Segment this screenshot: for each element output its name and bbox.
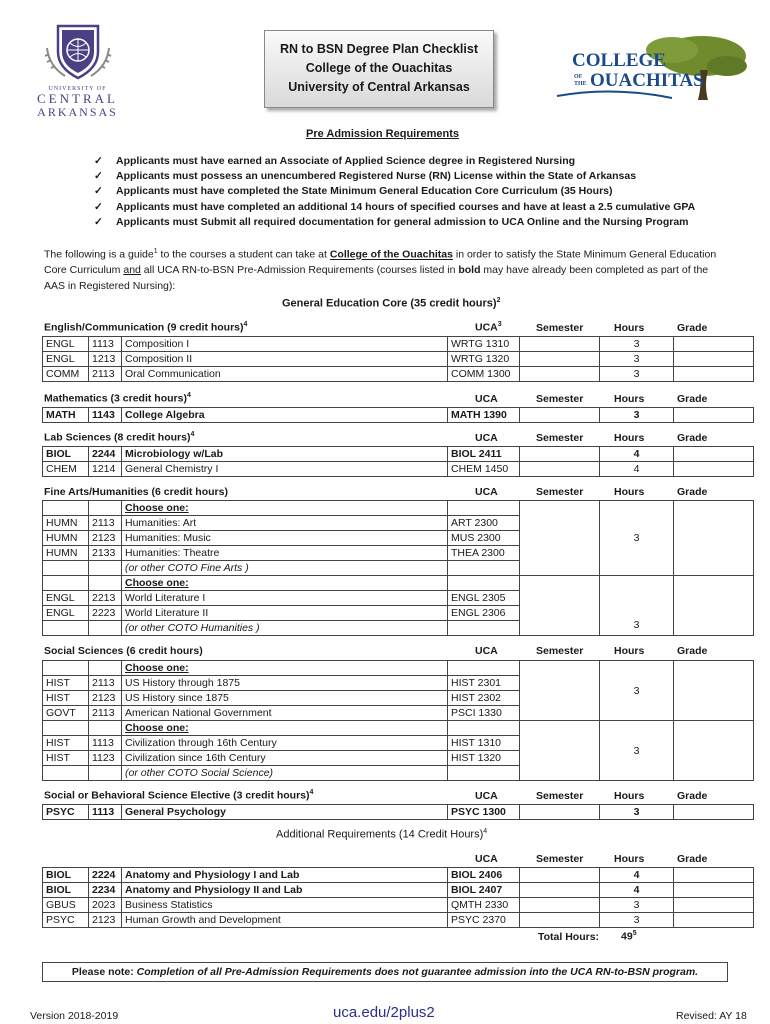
math-table bbox=[42, 407, 754, 423]
coto-the: THE bbox=[574, 81, 587, 87]
english-semester-header: Semester bbox=[536, 322, 584, 334]
grade-cell[interactable] bbox=[674, 898, 754, 913]
semester-cell[interactable] bbox=[520, 462, 600, 477]
semester-cell[interactable] bbox=[520, 661, 600, 721]
coto-of: OF bbox=[574, 74, 583, 80]
math-title: Mathematics (3 credit hours)$^4$ bbox=[44, 392, 191, 405]
pre-admission-heading: Pre Admission Requirements bbox=[306, 128, 460, 140]
gen-ed-heading: General Education Core (35 credit hours)$^2$ bbox=[282, 297, 501, 310]
english-grade-header: Grade bbox=[677, 322, 708, 334]
grade-cell[interactable] bbox=[674, 337, 754, 352]
math-semester-header: Semester bbox=[536, 393, 584, 405]
table-row: BIOL 2234 Anatomy and Physiology II and Lab BIOL 2407 4 bbox=[43, 883, 754, 898]
table-row: (or other COTO Social Science) bbox=[43, 766, 754, 781]
additional-heading: Additional Requirements (14 Credit Hours)$^4$ bbox=[276, 828, 488, 841]
list-item: ✓ Applicants must have completed an additional 14 hours of specified courses and have at least a 2.5 cumulative GPA bbox=[94, 200, 695, 215]
semester-cell[interactable] bbox=[520, 501, 600, 576]
pre-admission-list bbox=[94, 154, 695, 230]
footer-revised: Revised: AY 18 bbox=[676, 1010, 747, 1022]
check-icon: ✓ bbox=[94, 155, 103, 167]
table-row: ENGL 1113 Composition I WRTG 1310 3 bbox=[43, 337, 754, 352]
semester-cell[interactable] bbox=[520, 447, 600, 462]
behavioral-hours-header: Hours bbox=[614, 790, 645, 802]
semester-cell[interactable] bbox=[520, 805, 600, 820]
table-row: COMM 2113 Oral Communication COMM 1300 3 bbox=[43, 367, 754, 382]
lab-title: Lab Sciences (8 credit hours)$^4$ bbox=[44, 431, 195, 444]
list-item: ✓ Applicants must have earned an Associate of Applied Science degree in Registered Nursing bbox=[94, 154, 695, 169]
table-row: GBUS 2023 Business Statistics QMTH 2330 3 bbox=[43, 898, 754, 913]
table-row: (or other COTO Humanities ) bbox=[43, 621, 754, 636]
additional-semester-header: Semester bbox=[536, 853, 584, 865]
behavioral-semester-header: Semester bbox=[536, 790, 584, 802]
additional-uca-header: UCA bbox=[475, 853, 498, 865]
grade-cell[interactable] bbox=[674, 868, 754, 883]
grade-cell[interactable] bbox=[674, 462, 754, 477]
behavioral-grade-header: Grade bbox=[677, 790, 708, 802]
semester-cell[interactable] bbox=[520, 576, 600, 636]
coto-ouachitas: OUACHITAS bbox=[590, 70, 704, 91]
social-table bbox=[42, 660, 754, 781]
table-row: Choose one: 3 bbox=[43, 721, 754, 736]
table-row: HUMN 2113 Humanities: Art ART 2300 bbox=[43, 516, 754, 531]
fine-arts-hours-header: Hours bbox=[614, 486, 645, 498]
additional-grade-header: Grade bbox=[677, 853, 708, 865]
table-row: CHEM 1214 General Chemistry I CHEM 1450 4 bbox=[43, 462, 754, 477]
table-row: HIST 1113 Civilization through 16th Century HIST 1310 bbox=[43, 736, 754, 751]
grade-cell[interactable] bbox=[674, 661, 754, 721]
social-grade-header: Grade bbox=[677, 645, 708, 657]
uca-logo-line2: CENTRAL bbox=[37, 91, 118, 107]
table-row: PSYC 2123 Human Growth and Development PSYC 2370 3 bbox=[43, 913, 754, 928]
english-uca-header: UCA$^3$ bbox=[475, 321, 502, 334]
additional-table bbox=[42, 867, 754, 928]
social-uca-header: UCA bbox=[475, 645, 498, 657]
footer-url-link[interactable]: uca.edu/2plus2 bbox=[333, 1004, 435, 1021]
lab-uca-header: UCA bbox=[475, 432, 498, 444]
table-row: ENGL 2213 World Literature I ENGL 2305 bbox=[43, 591, 754, 606]
fine-arts-table bbox=[42, 500, 754, 636]
grade-cell[interactable] bbox=[674, 352, 754, 367]
table-row: Choose one: 3 bbox=[43, 501, 754, 516]
coto-link-text: College of the Ouachitas bbox=[329, 248, 453, 261]
fine-arts-uca-header: UCA bbox=[475, 486, 498, 498]
table-row: HUMN 2123 Humanities: Music MUS 2300 bbox=[43, 531, 754, 546]
math-hours-header: Hours bbox=[614, 393, 645, 405]
grade-cell[interactable] bbox=[674, 883, 754, 898]
uca-logo-line3: ARKANSAS bbox=[37, 104, 118, 119]
math-grade-header: Grade bbox=[677, 393, 708, 405]
admission-note: Please note: Completion of all Pre-Admission Requirements does not guarantee admission into the UCA RN-to-BSN program. bbox=[42, 962, 728, 982]
english-title: English/Communication (9 credit hours)$^4$ bbox=[44, 321, 248, 334]
fine-arts-semester-header: Semester bbox=[536, 486, 584, 498]
grade-cell[interactable] bbox=[674, 367, 754, 382]
math-uca-header: UCA bbox=[475, 393, 498, 405]
semester-cell[interactable] bbox=[520, 352, 600, 367]
table-row: ENGL 1213 Composition II WRTG 1320 3 bbox=[43, 352, 754, 367]
table-row: HIST 2113 US History through 1875 HIST 2301 bbox=[43, 676, 754, 691]
choose-one-label: Choose one: bbox=[122, 661, 448, 676]
social-title: Social Sciences (6 credit hours) bbox=[44, 645, 203, 657]
table-row: Choose one: 3 bbox=[43, 661, 754, 676]
check-icon: ✓ bbox=[94, 215, 103, 228]
semester-cell[interactable] bbox=[520, 721, 600, 781]
table-row: MATH 1143 College Algebra MATH 1390 3 bbox=[43, 408, 754, 423]
table-row: GOVT 2113 American National Government PSCI 1330 bbox=[43, 706, 754, 721]
grade-cell[interactable] bbox=[674, 913, 754, 928]
english-table bbox=[42, 336, 754, 382]
fine-arts-title: Fine Arts/Humanities (6 credit hours) bbox=[44, 486, 228, 498]
lab-table bbox=[42, 446, 754, 477]
grade-cell[interactable] bbox=[674, 447, 754, 462]
check-icon: ✓ bbox=[94, 170, 103, 183]
lab-grade-header: Grade bbox=[677, 432, 708, 444]
total-hours-value: $49^5$ bbox=[621, 930, 637, 943]
lab-hours-header: Hours bbox=[614, 432, 645, 444]
choose-one-label: Choose one: bbox=[122, 501, 448, 516]
check-icon: ✓ bbox=[94, 200, 103, 213]
uca-shield-icon bbox=[43, 22, 113, 82]
choose-one-label: Choose one: bbox=[122, 721, 448, 736]
table-row: HIST 2123 US History since 1875 HIST 2302 bbox=[43, 691, 754, 706]
semester-cell[interactable] bbox=[520, 408, 600, 423]
table-row: BIOL 2244 Microbiology w/Lab BIOL 2411 4 bbox=[43, 447, 754, 462]
semester-cell[interactable] bbox=[520, 898, 600, 913]
grade-cell[interactable] bbox=[674, 408, 754, 423]
title-line3: University of Central Arkansas bbox=[288, 80, 470, 94]
lab-semester-header: Semester bbox=[536, 432, 584, 444]
semester-cell[interactable] bbox=[520, 913, 600, 928]
semester-cell[interactable] bbox=[520, 868, 600, 883]
table-row: PSYC 1113 General Psychology PSYC 1300 3 bbox=[43, 805, 754, 820]
intro-paragraph: The following is a guide$^1$ to the courses a student can take at College of the Ouachitas in order to satisfy the State Minimum General Education Core Curriculum and all UCA RN-to-BSN Pre-Admission Requirements (courses listed in bold may have already been completed as part of the AAS in Registered Nursing): bbox=[44, 248, 717, 292]
semester-cell[interactable] bbox=[520, 337, 600, 352]
title-line1: RN to BSN Degree Plan Checklist bbox=[280, 42, 478, 56]
coto-logo bbox=[552, 30, 752, 108]
title-line2: College of the Ouachitas bbox=[305, 61, 453, 75]
grade-cell[interactable] bbox=[674, 805, 754, 820]
check-icon: ✓ bbox=[94, 185, 103, 198]
fine-arts-grade-header: Grade bbox=[677, 486, 708, 498]
behavioral-uca-header: UCA bbox=[475, 790, 498, 802]
table-row: Choose one: 3 bbox=[43, 576, 754, 591]
semester-cell[interactable] bbox=[520, 883, 600, 898]
list-item: ✓ Applicants must have completed the State Minimum General Education Core Curriculum (35 Hours) bbox=[94, 184, 695, 199]
social-semester-header: Semester bbox=[536, 645, 584, 657]
table-row: HIST 1123 Civilization since 16th Century HIST 1320 bbox=[43, 751, 754, 766]
uca-logo-line1: UNIVERSITY OF bbox=[48, 86, 107, 92]
social-hours-header: Hours bbox=[614, 645, 645, 657]
uca-logo bbox=[20, 22, 135, 130]
list-item: ✓ Applicants must possess an unencumbered Registered Nurse (RN) License within the State of Arkansas bbox=[94, 169, 695, 184]
grade-cell[interactable] bbox=[674, 501, 754, 576]
grade-cell[interactable] bbox=[674, 576, 754, 636]
total-hours-label: Total Hours: bbox=[538, 931, 600, 943]
table-row: (or other COTO Fine Arts ) bbox=[43, 561, 754, 576]
list-item: ✓ Applicants must Submit all required documentation for general admission to UCA Online and the Nursing Program bbox=[94, 215, 695, 230]
additional-hours-header: Hours bbox=[614, 853, 645, 865]
semester-cell[interactable] bbox=[520, 367, 600, 382]
table-row: BIOL 2224 Anatomy and Physiology I and Lab BIOL 2406 4 bbox=[43, 868, 754, 883]
behavioral-table bbox=[42, 804, 754, 820]
choose-one-label: Choose one: bbox=[122, 576, 448, 591]
table-row: ENGL 2223 World Literature II ENGL 2306 bbox=[43, 606, 754, 621]
coto-college: COLLEGE bbox=[572, 50, 666, 71]
table-row: HUMN 2133 Humanities: Theatre THEA 2300 bbox=[43, 546, 754, 561]
footer-version: Version 2018-2019 bbox=[30, 1010, 119, 1022]
english-hours-header: Hours bbox=[614, 322, 645, 334]
title-box bbox=[264, 30, 494, 108]
behavioral-title: Social or Behavioral Science Elective (3 credit hours)$^4$ bbox=[44, 789, 314, 802]
grade-cell[interactable] bbox=[674, 721, 754, 781]
